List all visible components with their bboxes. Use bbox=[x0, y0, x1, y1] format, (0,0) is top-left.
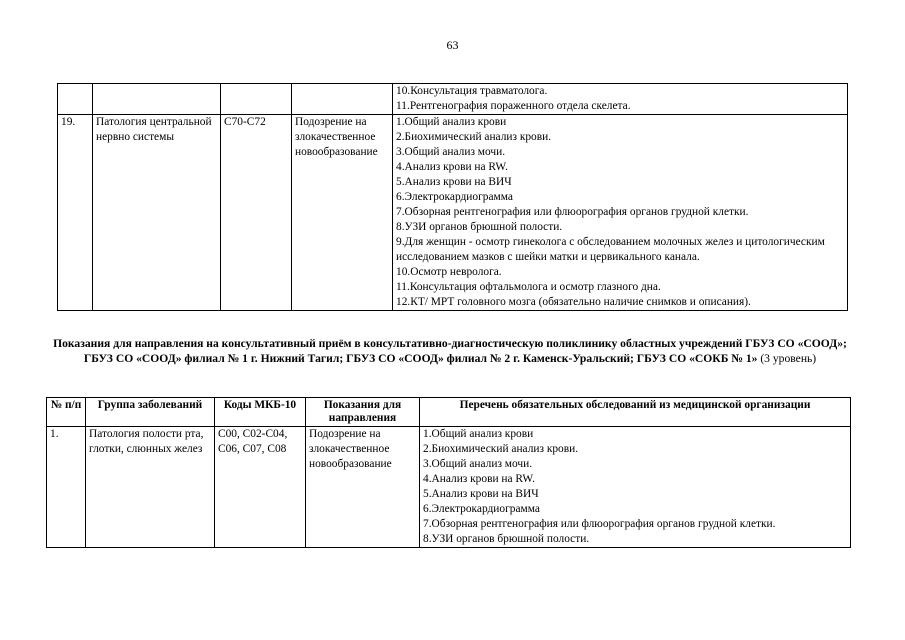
indications-table-level3 bbox=[46, 397, 851, 548]
group-cell bbox=[93, 84, 221, 115]
exam-list-cell bbox=[393, 84, 848, 115]
row-number: 19. bbox=[61, 116, 76, 128]
exam-list-cell bbox=[420, 427, 851, 548]
indication-cell bbox=[306, 427, 420, 548]
exam-item: 6.Электрокардиограмма bbox=[396, 191, 513, 203]
group-cell bbox=[86, 427, 215, 548]
exam-item: 7.Обзорная рентгенография или флюорография органов грудной клетки. bbox=[396, 206, 749, 218]
header-exam-list: Перечень обязательных обследований из медицинской организации bbox=[420, 398, 851, 427]
page-number: 63 bbox=[446, 38, 459, 52]
indications-table-continued bbox=[57, 83, 848, 311]
header-group: Группа заболеваний bbox=[86, 398, 215, 427]
exam-item: 5.Анализ крови на ВИЧ bbox=[396, 176, 512, 188]
disease-group: Патология центральной нервно системы bbox=[96, 116, 212, 143]
exam-item: 8.УЗИ органов брюшной полости. bbox=[396, 221, 563, 233]
exam-item: 1.Общий анализ крови bbox=[423, 428, 534, 440]
row-number: 1. bbox=[50, 428, 59, 440]
table-row-19 bbox=[58, 115, 848, 311]
header-indication: Показания для направления bbox=[306, 398, 420, 427]
indication-cell bbox=[292, 115, 393, 311]
section-heading-title: Показания для направления на консультативный приём в консультативно-диагностическую поликлинику областных учреждений ГБУЗ СО «СООД»; ГБУЗ СО «СООД» филиал № 1 г. Нижний Тагил; ГБУЗ СО «СООД» филиал № 2 г. Каменск-Уральский; ГБУЗ СО «СОКБ № 1» bbox=[53, 337, 847, 365]
header-num: № п/п bbox=[47, 398, 86, 427]
exam-item: 11.Консультация офтальмолога и осмотр глазного дна. bbox=[396, 281, 661, 293]
indication-cell bbox=[292, 84, 393, 115]
exam-item: 11.Рентгенография пораженного отдела скелета. bbox=[396, 100, 631, 112]
exam-list-cell bbox=[393, 115, 848, 311]
codes-cell bbox=[221, 115, 292, 311]
section-heading-level: (3 уровень) bbox=[757, 351, 817, 365]
icd-codes: С00, С02-С04, С06, С07, С08 bbox=[218, 428, 288, 455]
exam-item: 3.Общий анализ мочи. bbox=[396, 146, 506, 158]
icd-codes: С70-С72 bbox=[224, 116, 266, 128]
exam-item: 3.Общий анализ мочи. bbox=[423, 458, 533, 470]
exam-item: 7.Обзорная рентгенография или флюорография органов грудной клетки. bbox=[423, 518, 776, 530]
referral-indication: Подозрение на злокачественное новообразование bbox=[309, 428, 392, 470]
referral-indication: Подозрение на злокачественное новообразование bbox=[295, 116, 378, 158]
codes-cell bbox=[221, 84, 292, 115]
header-codes: Коды МКБ-10 bbox=[215, 398, 306, 427]
exam-item: 10.Консультация травматолога. bbox=[396, 85, 548, 97]
exam-item: 9.Для женщин - осмотр гинеколога с обследованием молочных желез и цитологическим исследованием мазков с шейки матки и цервикального канала. bbox=[396, 236, 825, 263]
exam-item: 2.Биохимический анализ крови. bbox=[423, 443, 579, 455]
num-cell bbox=[58, 84, 93, 115]
disease-group: Патология полости рта, глотки, слюнных желез bbox=[89, 428, 204, 455]
table-row-continued bbox=[58, 84, 848, 115]
exam-item: 8.УЗИ органов брюшной полости. bbox=[423, 533, 590, 545]
exam-item: 4.Анализ крови на RW. bbox=[423, 473, 535, 485]
table-row-1 bbox=[47, 427, 851, 548]
section-heading bbox=[40, 337, 860, 366]
exam-item: 2.Биохимический анализ крови. bbox=[396, 131, 552, 143]
exam-item: 10.Осмотр невролога. bbox=[396, 266, 502, 278]
exam-item: 5.Анализ крови на ВИЧ bbox=[423, 488, 539, 500]
codes-cell bbox=[215, 427, 306, 548]
exam-item: 12.КТ/ МРТ головного мозга (обязательно наличие снимков и описания). bbox=[396, 296, 751, 308]
group-cell bbox=[93, 115, 221, 311]
num-cell bbox=[58, 115, 93, 311]
exam-item: 6.Электрокардиограмма bbox=[423, 503, 540, 515]
num-cell bbox=[47, 427, 86, 548]
exam-item: 4.Анализ крови на RW. bbox=[396, 161, 508, 173]
exam-item: 1.Общий анализ крови bbox=[396, 116, 507, 128]
table-header-row bbox=[47, 398, 851, 427]
